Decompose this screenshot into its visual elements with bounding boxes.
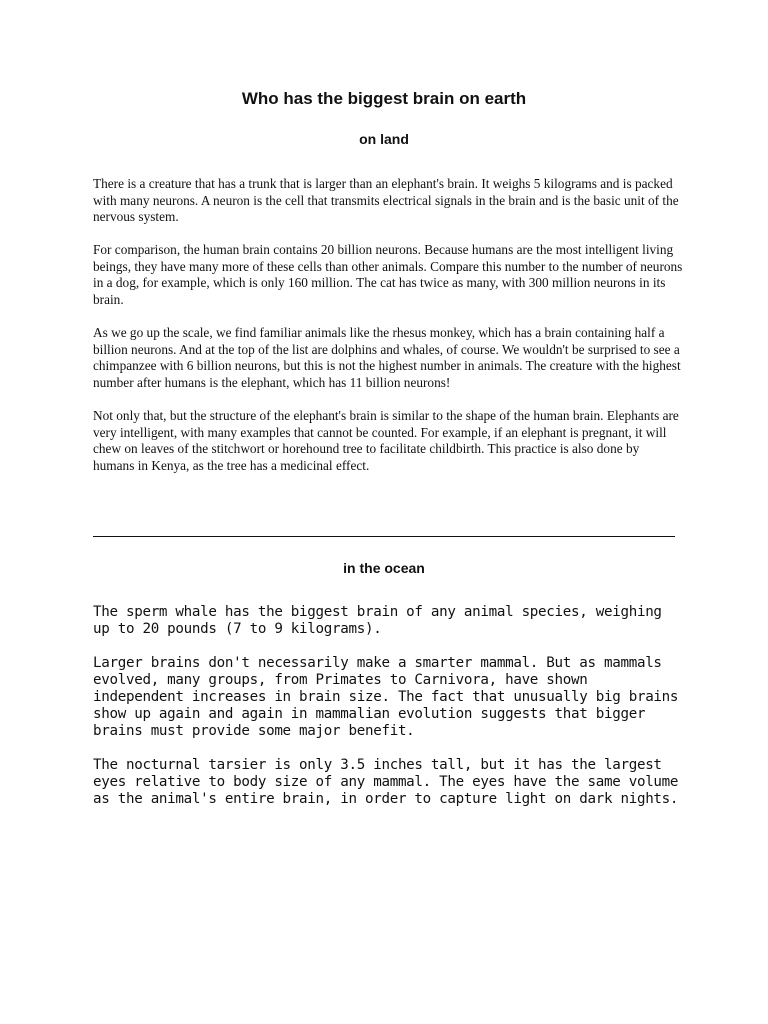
- section-heading-in-the-ocean: in the ocean: [343, 560, 425, 576]
- paragraph: For comparison, the human brain contains 20 billion neurons. Because humans are the most intelligent living beings, they have many more of these cells than other animals. Compare this number to the number of neurons in a dog, for example, which is only 160 million. The cat has twice as many, with 300 million neurons in its brain.: [93, 242, 683, 308]
- page-title: Who has the biggest brain on earth: [241, 89, 527, 108]
- section-divider: [93, 536, 675, 537]
- section-heading-on-land: on land: [359, 131, 409, 147]
- paragraph: The nocturnal tarsier is only 3.5 inches tall, but it has the largest eyes relative to body size of any mammal. The eyes have the same volume as the animal's entire brain, in order to capture light on dark nights.: [93, 757, 679, 807]
- section-body-in-the-ocean: [93, 604, 685, 825]
- paragraph: Larger brains don't necessarily make a smarter mammal. But as mammals evolved, many groups, from Primates to Carnivora, have shown independent increases in brain size. The fact that unusually big brains show up again and again in mammalian evolution suggests that bigger brains must provide some major benefit.: [93, 655, 679, 739]
- paragraph: The sperm whale has the biggest brain of any animal species, weighing up to 20 pounds (7 to 9 kilograms).: [93, 604, 662, 637]
- paragraph: Not only that, but the structure of the elephant's brain is similar to the shape of the human brain. Elephants are very intelligent, with many examples that cannot be counted. For example, if an elephant is pregnant, it will chew on leaves of the stitchwort or horehound tree to facilitate childbirth. This practice is also done by humans in Kenya, as the tree has a medicinal effect.: [93, 408, 679, 473]
- section-body-on-land: [93, 176, 683, 491]
- paragraph: There is a creature that has a trunk that is larger than an elephant's brain. It weighs 5 kilograms and is packed with many neurons. A neuron is the cell that transmits electrical signals in the brain and is the basic unit of the nervous system.: [93, 176, 679, 225]
- paragraph: As we go up the scale, we find familiar animals like the rhesus monkey, which has a brain containing half a billion neurons. And at the top of the list are dolphins and whales, of course. We wouldn't be surprised to see a chimpanzee with 6 billion neurons, but this is not the highest number in animals. The creature with the highest number after humans is the elephant, which has 11 billion neurons!: [93, 325, 681, 390]
